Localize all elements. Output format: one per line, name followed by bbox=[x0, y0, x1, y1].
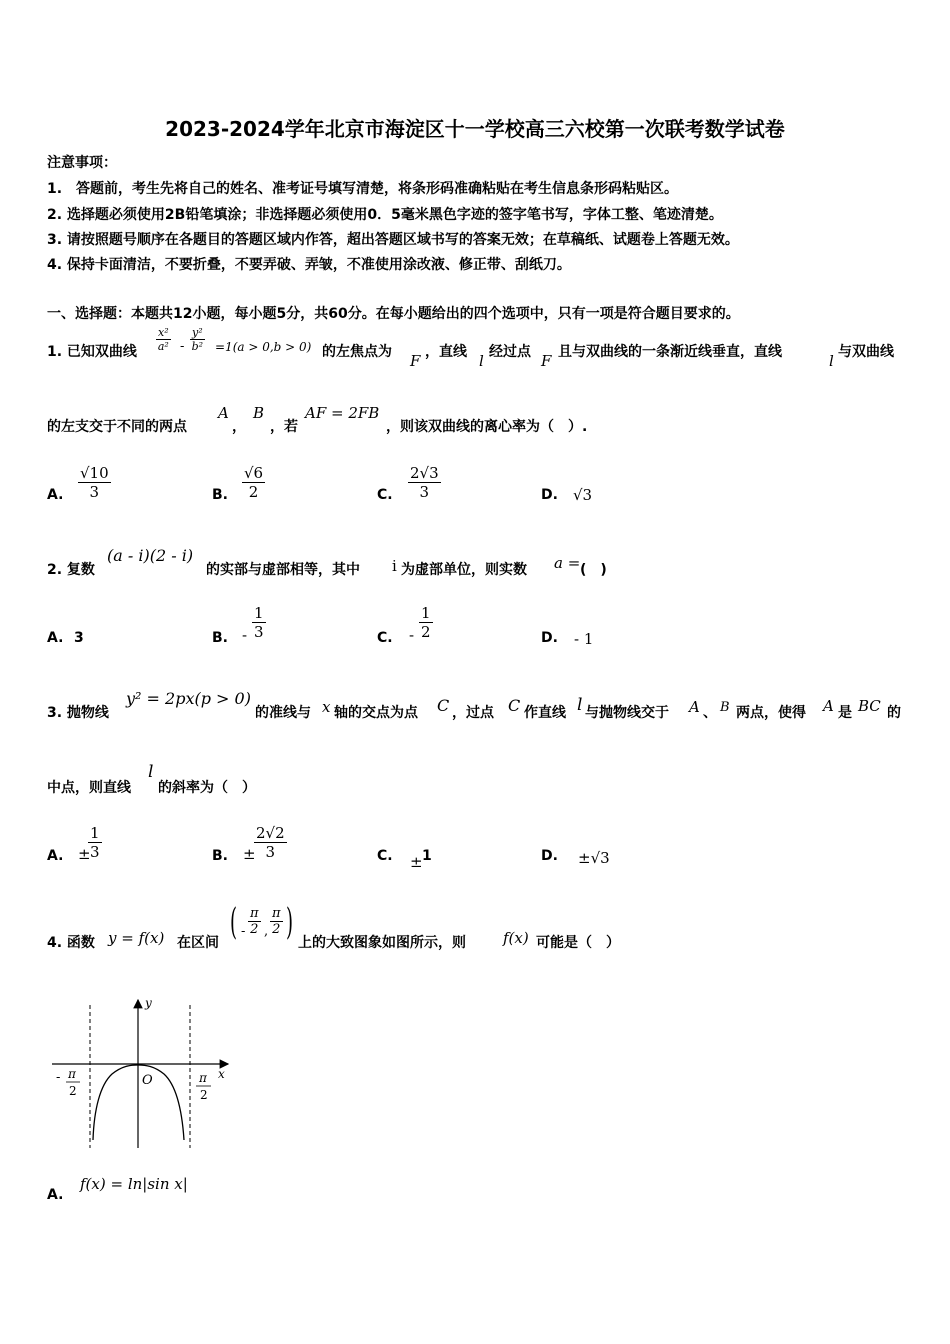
q3-text: 的斜率为（ ） bbox=[158, 780, 256, 796]
q3-option-a-label: A. bbox=[47, 848, 64, 864]
q3-text: 作直线 bbox=[524, 705, 566, 721]
q4-text: 在区间 bbox=[177, 935, 219, 951]
q1-B: B bbox=[253, 404, 265, 422]
q2-prefix: 2. 复数 bbox=[47, 562, 95, 578]
q3-option-d-label: D. bbox=[541, 848, 558, 864]
q1-text: 经过点 bbox=[489, 344, 531, 360]
q3-option-c-pm: ± bbox=[410, 853, 423, 871]
q1-condition: =1(a > 0,b > 0) bbox=[215, 340, 312, 354]
q3-option-b-label: B. bbox=[212, 848, 228, 864]
q1-option-b-label: B. bbox=[212, 487, 228, 503]
q1-text: 与双曲线 bbox=[838, 344, 894, 360]
notice-item: 2. 选择题必须使用2B铅笔填涂；非选择题必须使用0．5毫米黑色字迹的签字笔书写，字体工整、笔迹清楚。 bbox=[47, 207, 723, 223]
q3-option-a-den: 3 bbox=[90, 843, 100, 861]
q3-text: 轴的交点为点 bbox=[334, 705, 418, 721]
q2-option-b-num: 1 bbox=[254, 604, 264, 622]
q3-text: 与抛物线交于 bbox=[585, 705, 669, 721]
q2-text: 的实部与虚部相等，其中 bbox=[206, 562, 360, 578]
q1-option-b-den: 2 bbox=[248, 483, 259, 501]
q1-F: F bbox=[541, 352, 552, 370]
q3-A: A bbox=[689, 698, 700, 716]
q2-option-a-label: A. bbox=[47, 630, 64, 646]
q2-option-d-label: D. bbox=[541, 630, 558, 646]
notice-item: 4. 保持卡面清洁，不要折叠，不要弄破、弄皱，不准使用涂改液、修正带、刮纸刀。 bbox=[47, 257, 571, 273]
q3-x: x bbox=[322, 698, 331, 716]
q3-A: A bbox=[823, 697, 834, 715]
q3-expr: y² = 2px(p > 0) bbox=[126, 689, 251, 708]
q1-vector-eq: AF = 2FB bbox=[305, 404, 380, 422]
q1-option-c-num: 2√3 bbox=[410, 464, 439, 482]
q3-C: C bbox=[437, 696, 450, 715]
q3-prefix: 3. 抛物线 bbox=[47, 705, 109, 721]
q3-l: l bbox=[148, 762, 154, 782]
q4-expr: y = f(x) bbox=[108, 929, 165, 947]
q4-interval-comma: , bbox=[264, 924, 269, 939]
q4-graph bbox=[50, 990, 250, 1160]
q4-option-a-label: A. bbox=[47, 1187, 64, 1203]
q3-C: C bbox=[508, 696, 521, 715]
q2-option-b-label: B. bbox=[212, 630, 228, 646]
notice-heading: 注意事项： bbox=[47, 155, 117, 171]
q2-a: a = bbox=[554, 554, 581, 572]
q3-option-b-value bbox=[254, 824, 287, 861]
q1-option-a-den: 3 bbox=[89, 483, 100, 501]
q2-option-b-den: 3 bbox=[254, 623, 264, 641]
q1-text: ，则该双曲线的离心率为（ ）. bbox=[386, 419, 588, 435]
q4-left-paren: ( bbox=[230, 902, 238, 943]
q4-fx: f(x) bbox=[503, 929, 529, 947]
neg-sign: - bbox=[56, 1070, 61, 1085]
q2-text: ( ) bbox=[580, 562, 607, 578]
q3-option-c-label: C. bbox=[377, 848, 393, 864]
q2-option-b-value bbox=[252, 604, 266, 641]
q4-text: 可能是（ ） bbox=[536, 935, 620, 951]
q1-option-a-num: √10 bbox=[80, 464, 109, 482]
notice-item: 1. 答题前，考生先将自己的姓名、准考证号填写清楚，将条形码准确粘贴在考生信息条形码粘贴区。 bbox=[47, 181, 679, 197]
q2-option-a-value: 3 bbox=[74, 630, 84, 646]
q1-comma: ， bbox=[232, 419, 246, 435]
q3-dun: 、 bbox=[703, 705, 717, 721]
q3-text: 中点，则直线 bbox=[47, 780, 131, 796]
q3-BC: BC bbox=[858, 697, 881, 715]
q3-option-b-den: 3 bbox=[265, 843, 276, 861]
q4-pi: π bbox=[272, 906, 281, 921]
q3-option-b-pm: ± bbox=[243, 845, 256, 863]
q4-option-a-value: f(x) = ln|sin x| bbox=[80, 1175, 188, 1193]
q3-B: B bbox=[720, 700, 730, 715]
q3-text: 的准线与 bbox=[255, 705, 311, 721]
q2-expr: (a - i)(2 - i) bbox=[107, 546, 194, 565]
x-label: x bbox=[218, 1067, 225, 1081]
q1-option-d-value: √3 bbox=[573, 486, 593, 504]
q3-option-a-num: 1 bbox=[90, 824, 100, 842]
q1-option-d-label: D. bbox=[541, 487, 558, 503]
tick-left-pi: π bbox=[68, 1067, 76, 1081]
tick-right-pi: π bbox=[199, 1071, 207, 1085]
q3-option-a-value bbox=[88, 824, 102, 861]
q1-minus: - bbox=[180, 339, 185, 354]
q1-option-a-value bbox=[78, 464, 111, 501]
q1-prefix: 1. 已知双曲线 bbox=[47, 344, 137, 360]
q1-l: l bbox=[829, 352, 834, 370]
q4-interval-right bbox=[270, 906, 283, 937]
q3-text: 的 bbox=[887, 705, 901, 721]
q3-option-d-value: ±√3 bbox=[578, 849, 610, 867]
notice-item: 3. 请按照题号顺序在各题目的答题区域内作答，超出答题区域书写的答案无效；在草稿纸、试题卷上答题无效。 bbox=[47, 232, 739, 248]
q1-y2: y² bbox=[192, 326, 203, 339]
q3-option-b-num: 2√2 bbox=[256, 824, 285, 842]
section-heading: 一、选择题：本题共12小题，每小题5分，共60分。在每小题给出的四个选项中，只有一项是符合题目要求的。 bbox=[47, 306, 740, 322]
q1-option-b-value bbox=[242, 464, 265, 501]
q2-option-b-sign: - bbox=[242, 626, 248, 644]
q4-right-paren: ) bbox=[286, 902, 294, 943]
q2-text: 为虚部单位，则实数 bbox=[401, 562, 527, 578]
q1-text: ，若 bbox=[270, 419, 298, 435]
q4-interval-left bbox=[248, 906, 261, 937]
q1-F: F bbox=[410, 352, 421, 370]
q4-interval-minus: - bbox=[241, 924, 246, 939]
q2-option-c-num: 1 bbox=[421, 604, 431, 622]
q4-prefix: 4. 函数 bbox=[47, 935, 95, 951]
q1-A: A bbox=[218, 404, 229, 422]
q2-option-d-value: - 1 bbox=[574, 630, 594, 648]
q2-option-c-den: 2 bbox=[421, 623, 431, 641]
q2-option-c-value bbox=[419, 604, 433, 641]
q3-text: 是 bbox=[838, 705, 852, 721]
q1-a2: a² bbox=[157, 340, 169, 353]
q1-text: 的左支交于不同的两点 bbox=[47, 419, 187, 435]
tick-left-two: 2 bbox=[69, 1084, 77, 1098]
q3-l: l bbox=[577, 695, 583, 715]
q1-option-b-num: √6 bbox=[244, 464, 264, 482]
q1-option-c-value bbox=[408, 464, 441, 501]
q1-option-c-label: C. bbox=[377, 487, 393, 503]
q1-option-a-label: A. bbox=[47, 487, 64, 503]
q4-two: 2 bbox=[250, 922, 259, 937]
q1-frac-x bbox=[156, 326, 171, 353]
q1-option-c-den: 3 bbox=[419, 483, 430, 501]
q3-text: ，过点 bbox=[452, 705, 494, 721]
q2-option-c-label: C. bbox=[377, 630, 393, 646]
q3-option-a-pm: ± bbox=[78, 845, 91, 863]
page-title: 2023-2024学年北京市海淀区十一学校高三六校第一次联考数学试卷 bbox=[165, 117, 785, 141]
q4-two: 2 bbox=[272, 922, 281, 937]
q1-b2: b² bbox=[191, 340, 204, 353]
q2-option-c-sign: - bbox=[409, 626, 415, 644]
q1-x2: x² bbox=[158, 326, 169, 339]
y-label: y bbox=[145, 996, 152, 1010]
q1-frac-y bbox=[190, 326, 205, 353]
q4-text: 上的大致图象如图所示，则 bbox=[298, 935, 466, 951]
q1-text: ，直线 bbox=[425, 344, 467, 360]
tick-right-two: 2 bbox=[200, 1088, 208, 1102]
q1-l: l bbox=[479, 352, 484, 370]
q4-pi: π bbox=[250, 906, 259, 921]
q3-text: 两点，使得 bbox=[736, 705, 806, 721]
origin-label: O bbox=[142, 1073, 153, 1088]
q1-text: 且与双曲线的一条渐近线垂直，直线 bbox=[558, 344, 782, 360]
q2-i: i bbox=[392, 557, 397, 575]
q3-option-c-value: 1 bbox=[422, 848, 432, 864]
q1-text: 的左焦点为 bbox=[322, 344, 392, 360]
